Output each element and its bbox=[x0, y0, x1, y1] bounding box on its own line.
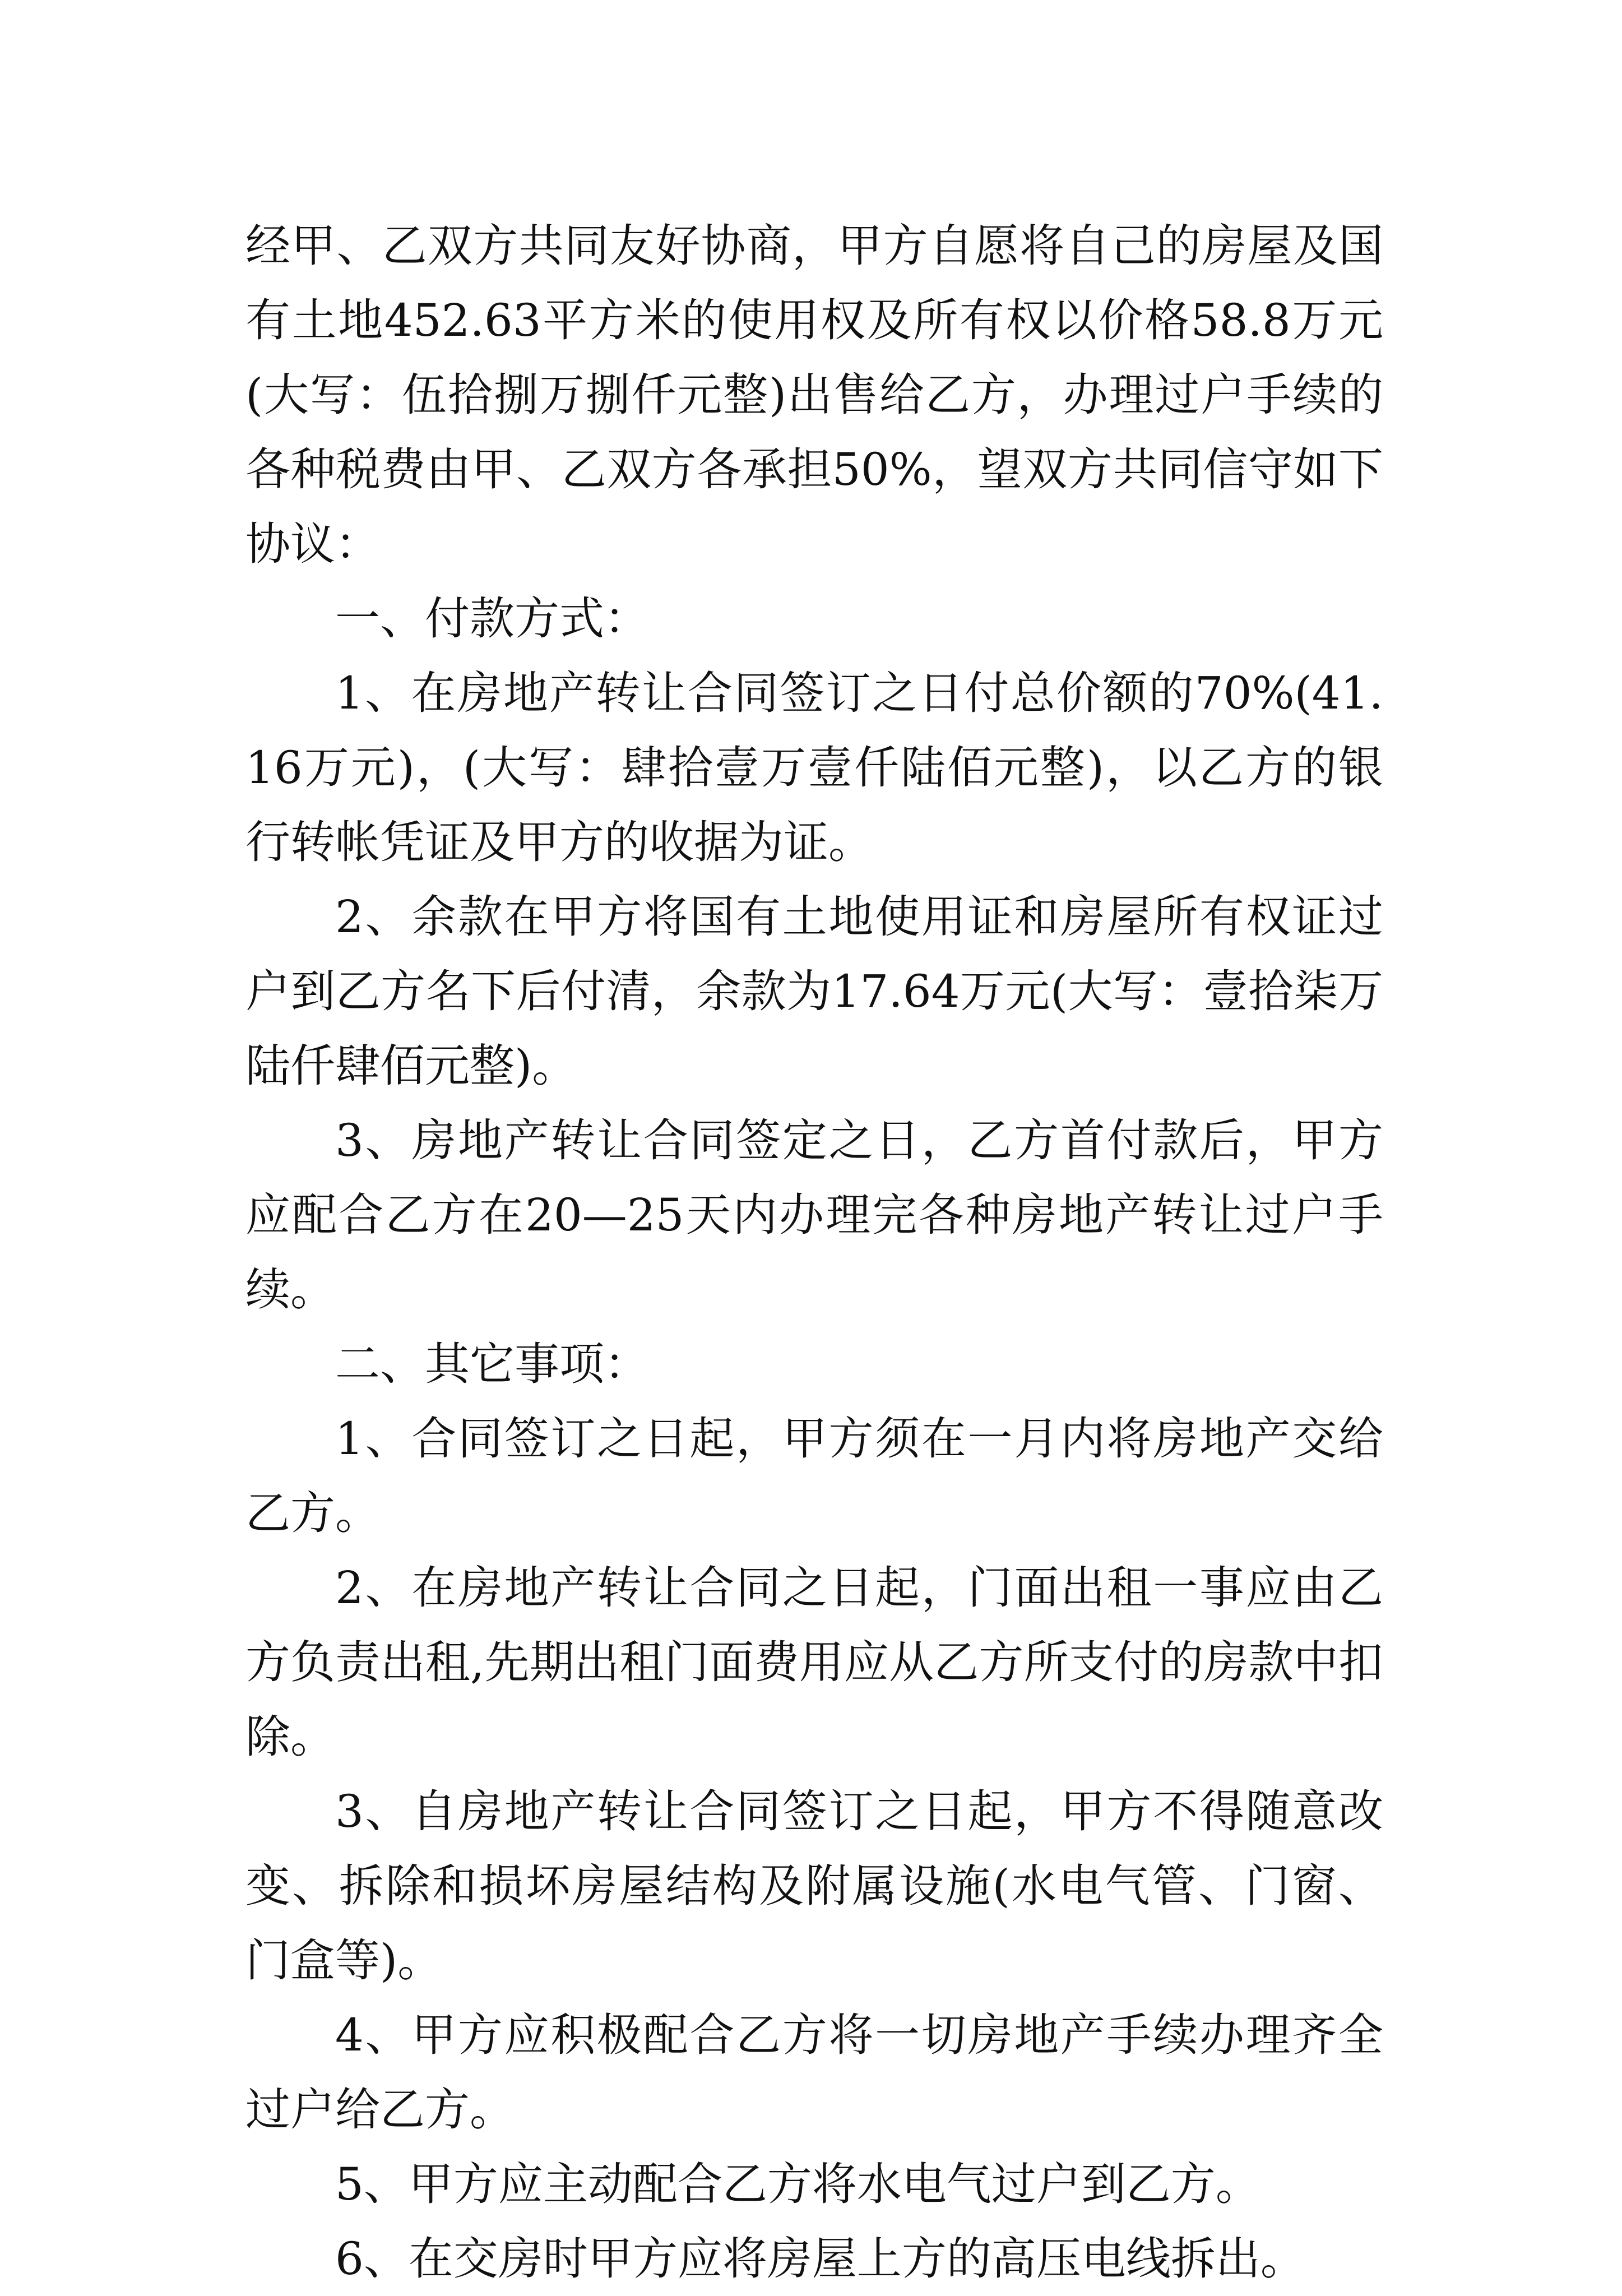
section-heading-other: 二、其它事项： bbox=[335, 1338, 649, 1390]
payment-clause-2: 2、余款在甲方将国有土地使用证和房屋所有权证过户到乙方名下后付清，余款为17.64万元(大写：壹拾柒万陆仟肆佰元整)。 bbox=[245, 891, 1383, 1092]
other-clause-1: 1、合同签订之日起，甲方须在一月内将房地产交给乙方。 bbox=[245, 1413, 1383, 1539]
other-clause-4: 4、甲方应积极配合乙方将一切房地产手续办理齐全过户给乙方。 bbox=[245, 2009, 1383, 2136]
other-clause-2: 2、在房地产转让合同之日起，门面出租一事应由乙方负责出租,先期出租门面费用应从乙方所支付的房款中扣除。 bbox=[245, 1562, 1383, 1763]
other-clause-5: 5、甲方应主动配合乙方将水电气过户到乙方。 bbox=[335, 2158, 1260, 2210]
section-heading-payment: 一、付款方式： bbox=[335, 592, 649, 645]
payment-clause-3: 3、房地产转让合同签定之日，乙方首付款后，甲方应配合乙方在20—25天内办理完各种房地产转让过户手续。 bbox=[245, 1114, 1383, 1316]
other-clause-3: 3、自房地产转让合同签订之日起，甲方不得随意改变、拆除和损坏房屋结构及附属设施(水电气管、门窗、门盒等)。 bbox=[245, 1785, 1383, 1987]
intro-paragraph: 经甲、乙双方共同友好协商，甲方自愿将自己的房屋及国有土地452.63平方米的使用权及所有权以价格58.8万元(大写：伍拾捌万捌仟元整)出售给乙方，办理过户手续的各种税费由甲、乙双方各承担50%，望双方共同信守如下协议： bbox=[245, 220, 1383, 570]
document-body bbox=[245, 209, 1383, 2296]
payment-clause-1: 1、在房地产转让合同签订之日付总价额的70%(41.16万元)，(大写：肆拾壹万壹仟陆佰元整)，以乙方的银行转帐凭证及甲方的收据为证。 bbox=[245, 667, 1383, 868]
other-clause-6: 6、在交房时甲方应将房屋上方的高压电线拆出。 bbox=[335, 2233, 1305, 2285]
